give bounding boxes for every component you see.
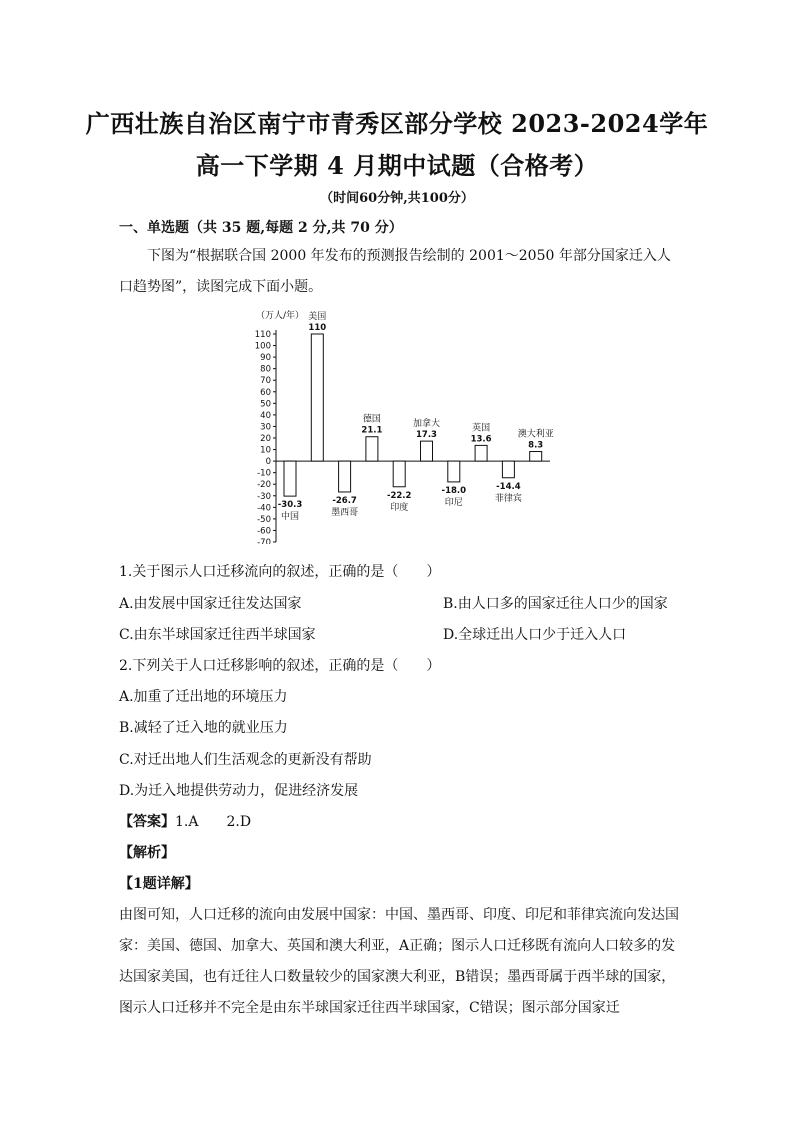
category-label: 印尼 [444, 497, 463, 508]
analysis-text: 由图可知，人口迁移的流向由发展中国家：中国、墨西哥、印度、印尼和菲律宾流向发达国家：美国、德国、加拿大、英国和澳大利亚，A正确；图示人口迁移既有流向人口较多的发达国家美国，也有迁往人口数量较少的国家澳大利亚，B错误；墨西哥属于西半球的国家，图示人口迁移并不完全是由东半球国家迁往西半球国家，C错误；图示部分国家迁 [119, 907, 679, 1016]
y-tick-label: 40 [260, 410, 271, 421]
y-tick-label: 90 [260, 353, 271, 364]
analysis-detail-label: 【1题详解】 [119, 876, 199, 892]
y-tick-label: -70 [257, 538, 271, 544]
y-tick-label: 30 [260, 422, 271, 433]
answer-label: 【答案】 [119, 814, 175, 830]
question-2-stem: 2.下列关于人口迁移影响的叙述，正确的是（ ） [119, 658, 441, 674]
question-1-option-b[interactable]: B.由人口多的国家迁往人口少的国家 [443, 596, 668, 612]
category-label: 印度 [390, 502, 409, 513]
category-label: 英国 [472, 423, 491, 434]
chart-y-axis-label: （万人/年） [255, 311, 305, 321]
category-label: 中国 [280, 512, 300, 523]
data-label: 13.6 [470, 434, 492, 445]
y-tick-label: 0 [265, 457, 271, 468]
bar-1 [284, 461, 296, 496]
category-label: 德国 [362, 414, 381, 425]
y-tick-label: -10 [257, 468, 271, 479]
bar-7 [448, 461, 460, 482]
y-tick-label: -40 [257, 503, 271, 514]
y-tick-label: -20 [257, 480, 271, 491]
bar-2 [311, 334, 323, 461]
y-tick-label: 80 [260, 364, 271, 375]
data-label: -22.2 [386, 490, 412, 501]
category-label: 加拿大 [412, 419, 441, 430]
exam-time-info: （时间60分钟,共100分） [320, 191, 474, 206]
data-label: -18.0 [441, 485, 467, 496]
data-label: 8.3 [528, 440, 544, 451]
answer-row [119, 811, 251, 831]
question-2-option-a[interactable]: A.加重了迁出地的环境压力 [119, 689, 288, 705]
data-label: 17.3 [416, 430, 437, 441]
question-1-option-a[interactable]: A.由发展中国家迁往发达国家 [119, 596, 302, 612]
question-2-option-b[interactable]: B.减轻了迁入地的就业压力 [119, 720, 288, 736]
analysis-label: 【解析】 [119, 845, 175, 861]
question-1-option-c[interactable]: C.由东半球国家迁往西半球国家 [119, 627, 316, 643]
data-label: -14.4 [496, 481, 521, 492]
category-label: 墨西哥 [331, 507, 359, 518]
y-tick-label: 10 [260, 445, 271, 456]
data-label: -26.7 [332, 495, 357, 506]
bar-5 [393, 461, 405, 487]
data-label: 21.1 [361, 425, 383, 436]
bar-8 [475, 445, 487, 461]
migration-bar-chart [240, 304, 600, 544]
y-tick-label: 70 [260, 376, 271, 387]
question-2-option-c[interactable]: C.对迁出地人们生活观念的更新没有帮助 [119, 752, 372, 768]
bar-4 [366, 437, 378, 461]
y-tick-label: -50 [257, 514, 271, 525]
bar-6 [421, 441, 433, 461]
question-2-option-d[interactable]: D.为迁入地提供劳动力，促进经济发展 [119, 783, 359, 799]
section-heading: 一、单选题（共 35 题,每题 2 分,共 70 分） [119, 220, 403, 236]
data-label: -30.3 [277, 500, 303, 511]
question-1-option-d[interactable]: D.全球迁出人口少于迁入人口 [443, 627, 627, 643]
y-tick-label: 50 [260, 399, 271, 410]
section-intro: 下图为“根据联合国 2000 年发布的预测报告绘制的 2001～2050 年部分国家迁入人口趋势图”，读图完成下面小题。 [119, 248, 671, 295]
category-label: 菲律宾 [494, 493, 522, 504]
y-tick-label: 100 [254, 341, 271, 352]
y-tick-label: -30 [257, 491, 271, 502]
y-tick-label: -60 [257, 526, 271, 537]
y-tick-label: 60 [260, 387, 271, 398]
category-label: 澳大利亚 [517, 429, 554, 440]
y-tick-label: 110 [254, 330, 271, 340]
category-label: 美国 [308, 312, 327, 322]
bar-10 [530, 452, 542, 462]
question-1-stem: 1.关于图示人口迁移流向的叙述，正确的是（ ） [119, 564, 441, 580]
bar-9 [502, 461, 514, 478]
answer-value: 1.A 2.D [175, 814, 252, 830]
data-label: 110 [308, 323, 327, 333]
document-title-line2: 高一下学期 4 月期中试题（合格考） [195, 151, 599, 180]
chart-svg [240, 304, 600, 544]
y-tick-label: 20 [260, 434, 271, 444]
bar-3 [339, 461, 351, 492]
document-title-line1: 广西壮族自治区南宁市青秀区部分学校 2023-2024学年 [85, 109, 709, 138]
